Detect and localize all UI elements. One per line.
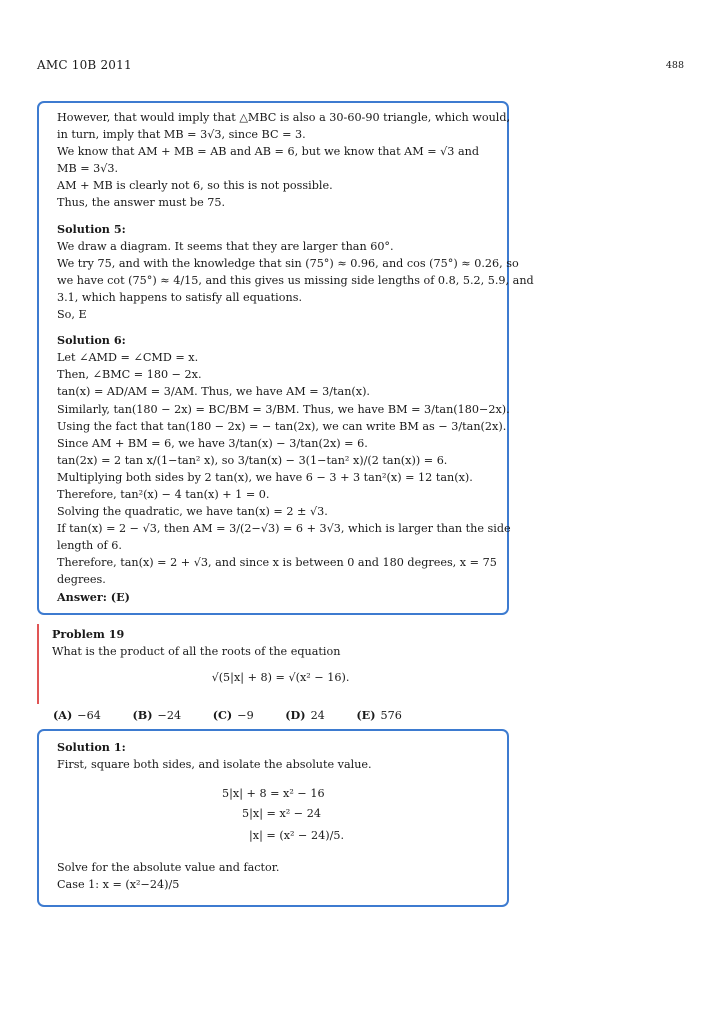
- text-line: degrees.: [57, 573, 106, 587]
- choice-d: (D) 24: [285, 708, 325, 722]
- text-line: Therefore, tan²(x) − 4 tan(x) + 1 = 0.: [57, 487, 270, 501]
- text-line: So, E: [57, 308, 87, 322]
- problem-19: [37, 624, 509, 722]
- text-line: tan(x) = AD/AM = 3/AM. Thus, we have AM = 3/tan(x).: [57, 385, 370, 399]
- text-line: We draw a diagram. It seems that they are larger than 60°.: [57, 239, 394, 253]
- text-line: Therefore, tan(x) = 2 + √3, and since x is between 0 and 180 degrees, x = 75: [57, 556, 497, 570]
- text-line: MB = 3√3.: [57, 162, 119, 176]
- text-line: Thus, the answer must be 75.: [57, 196, 226, 210]
- choice-c: (C) −9: [212, 708, 254, 722]
- text-line: However, that would imply that △MBC is also a 30-60-90 triangle, which would,: [57, 111, 511, 124]
- text-line: We know that AM + MB = AB and AB = 6, but we know that AM = √3 and: [57, 145, 479, 159]
- text-line: tan(2x) = 2 tan x/(1−tan² x), so 3/tan(x) − 3(1−tan² x)/(2 tan(x)) = 6.: [57, 453, 448, 467]
- equation-line: 5|x| + 8 = x² − 16: [222, 787, 325, 801]
- solution-1-title: Solution 1:: [57, 740, 126, 754]
- problem-text: What is the product of all the roots of the equation: [52, 645, 341, 658]
- text-line: length of 6.: [57, 539, 122, 553]
- answer-line: Answer: (E): [57, 589, 130, 604]
- text-line: Using the fact that tan(180 − 2x) = − tan(2x), we can write BM as − 3/tan(2x).: [57, 419, 507, 433]
- text-line: Similarly, tan(180 − 2x) = BC/BM = 3/BM. Thus, we have BM = 3/tan(180−2x).: [57, 402, 510, 416]
- answer-choices: [53, 708, 430, 722]
- text-line: We try 75, and with the knowledge that sin (75°) ≈ 0.96, and cos (75°) ≈ 0.26, so: [57, 256, 519, 270]
- solution-5-title: Solution 5:: [57, 221, 126, 236]
- text-line: Multiplying both sides by 2 tan(x), we have 6 − 3 + 3 tan²(x) = 12 tan(x).: [57, 470, 473, 484]
- choice-b: (B) −24: [132, 708, 182, 722]
- text-line: Case 1: x = (x²−24)/5: [57, 878, 180, 892]
- text-line: Since AM + BM = 6, we have 3/tan(x) − 3/tan(2x) = 6.: [57, 436, 368, 450]
- solution-box-problem-18: [37, 101, 534, 615]
- solution-6-title: Solution 6:: [57, 333, 126, 348]
- text-line: in turn, imply that MB = 3√3, since BC = 3.: [57, 128, 306, 142]
- text-line: we have cot (75°) ≈ 4/15, and this gives us missing side lengths of 0.8, 5.2, 5.9, and: [57, 273, 534, 287]
- choice-a: (A) −64: [53, 708, 101, 722]
- problem-equation: √(5|x| + 8) = √(x² − 16).: [211, 671, 350, 684]
- equation-line: |x| = (x² − 24)/5.: [249, 829, 345, 843]
- text-line: First, square both sides, and isolate the absolute value.: [57, 758, 372, 772]
- choice-e: (E) 576: [356, 708, 402, 722]
- problem-title: Problem 19: [52, 627, 125, 641]
- solution-box-problem-19: [37, 729, 509, 907]
- text-line: AM + MB is clearly not 6, so this is not possible.: [57, 179, 333, 193]
- document-header-title: AMC 10B 2011: [37, 58, 132, 72]
- text-line: If tan(x) = 2 − √3, then AM = 3/(2−√3) = 6 + 3√3, which is larger than the side: [57, 522, 511, 536]
- text-line: Solve for the absolute value and factor.: [57, 861, 280, 875]
- text-line: Solving the quadratic, we have tan(x) = 2 ± √3.: [57, 505, 328, 519]
- text-line: 3.1, which happens to satisfy all equations.: [57, 290, 302, 304]
- equation-line: 5|x| = x² − 24: [242, 807, 321, 821]
- aligned-equations: [57, 783, 489, 855]
- text-line: Then, ∠BMC = 180 − 2x.: [57, 368, 202, 382]
- page-number: 488: [665, 60, 684, 71]
- text-line: Let ∠AMD = ∠CMD = x.: [57, 351, 199, 365]
